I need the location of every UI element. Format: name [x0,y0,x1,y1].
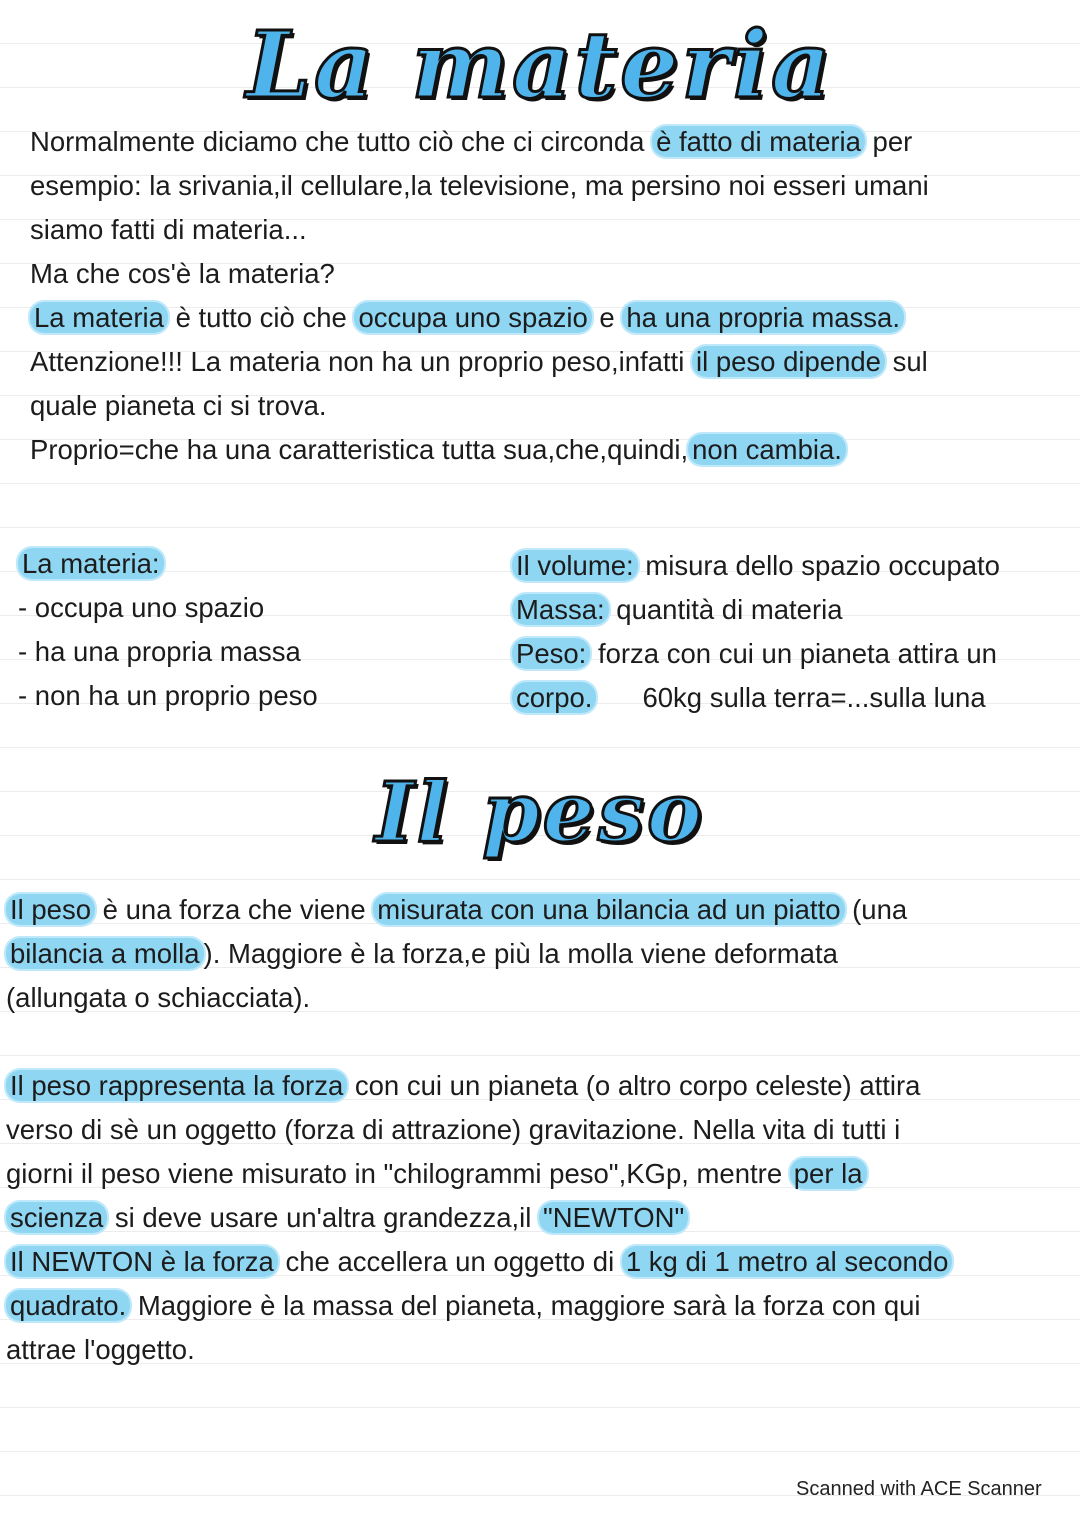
term-highlight: Il volume: [512,550,638,581]
intro-line-3: siamo fatti di materia... [30,214,307,245]
highlight: Il peso rappresenta la forza [6,1070,347,1101]
intro-line-4: Ma che cos'è la materia? [30,258,335,289]
page-title-la-materia: La materia [246,11,834,119]
section-title-il-peso: Il peso [375,765,705,861]
intro-line-2: esempio: la srivania,il cellulare,la televisione, ma persino noi esseri umani [30,170,929,201]
weight-example: 60kg sulla terra=...sulla luna [642,682,986,713]
definition-volume: Il volume: misura dello spazio occupato [512,544,1000,588]
term-highlight: Peso: [512,638,590,669]
peso-paragraph-1: Il peso è una forza che viene misurata con una bilancia ad un piatto (una bilancia a molla ). Maggiore è la forza,e più la molla viene deformata (allungata o schiacciata). [6,894,908,1013]
highlight: il peso dipende [692,346,885,377]
intro-line-1: Normalmente diciamo che tutto ciò che ci circonda è fatto di materia per [30,126,913,157]
summary-right [512,544,1000,720]
scanner-watermark: Scanned with ACE Scanner [796,1478,1042,1500]
intro-line-7: quale pianeta ci si trova. [30,390,327,421]
intro-line-5: La materia è tutto ciò che occupa uno spazio e ha una propria massa. [30,296,929,340]
summary-item: - ha una propria massa [18,636,301,667]
highlight: è fatto di materia [652,126,865,157]
highlight: per la [790,1158,867,1189]
definition-massa: Massa: quantità di materia [512,588,1000,632]
summary-heading: La materia: [18,548,164,579]
highlight: scienza [6,1202,107,1233]
definition-peso-cont [512,676,1000,720]
highlight: non cambia. [688,434,846,465]
highlight: 1 kg di 1 metro al secondo [622,1246,953,1277]
intro-paragraph [30,120,929,472]
intro-line-8: Proprio=che ha una caratteristica tutta sua,che,quindi, non cambia. [30,428,929,472]
summary-item: - non ha un proprio peso [18,680,318,711]
highlight: Il NEWTON è la forza [6,1246,278,1277]
highlight: quadrato. [6,1290,130,1321]
highlight: "NEWTON" [539,1202,688,1233]
peso-paragraph-2: Il peso rappresenta la forza con cui un pianeta (o altro corpo celeste) attira verso di sè un oggetto (forza di attrazione) gravitazione. Nella vita di tutti i giorni il peso viene misurato in "chilogrammi peso",KGp, mentre per la scienza si deve usare un'altra grandezza,il "NEWTON" Il NEWTON è la forza che accellera un oggetto di 1 kg di 1 metro al secondo quadrato. Maggiore è la massa del pianeta, maggiore sarà la forza con qui attrae l'oggetto. [6,1064,952,1372]
highlight: misurata con una bilancia ad un piatto [373,894,844,925]
term-highlight: Massa: [512,594,609,625]
highlight: ha una propria massa. [622,302,904,333]
highlight: bilancia a molla [6,938,204,969]
term-highlight: corpo. [512,682,596,713]
definition-peso: Peso: forza con cui un pianeta attira un [512,632,1000,676]
summary-left [18,542,318,718]
intro-line-6: Attenzione!!! La materia non ha un proprio peso,infatti il peso dipende sul [30,346,928,377]
highlight: Il peso [6,894,95,925]
highlight: La materia [30,302,168,333]
summary-item: - occupa uno spazio [18,592,265,623]
highlight: occupa uno spazio [354,302,591,333]
